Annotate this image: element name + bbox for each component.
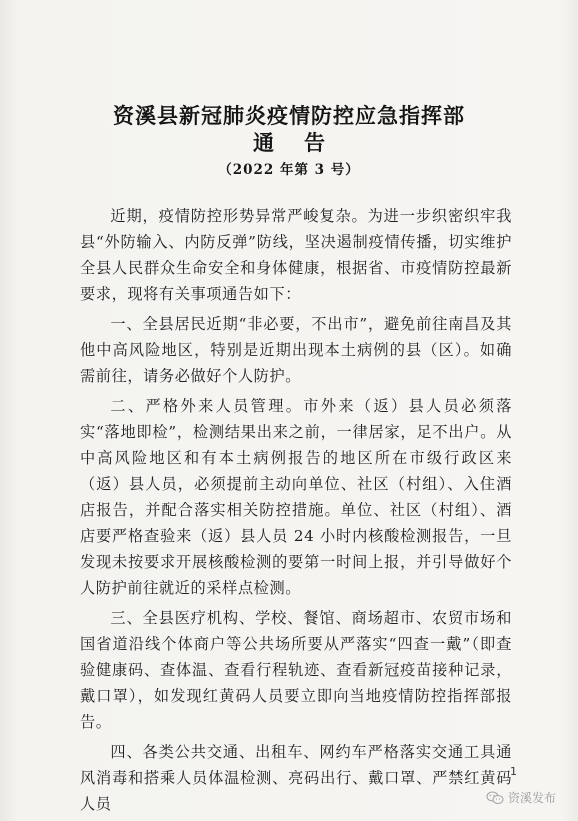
document-number: （2022 年第 3 号） xyxy=(218,162,360,178)
watermark-text: 资溪发布 xyxy=(508,791,557,805)
document-title: 资溪县新冠肺炎疫情防控应急指挥部 xyxy=(113,103,465,128)
paragraph-item-3: 三、全县医疗机构、学校、餐馆、商场超市、农贸市场和国省道沿线个体商户等公共场所要从严落实“四查一戴”（即查验健康码、查体温、查看行程轨迹、查看新冠疫苗接种记录，戴口罩），如发现红黄码人员要立即向当地疫情防控指挥部报告。 xyxy=(80,609,512,731)
wechat-icon xyxy=(486,791,504,805)
page-number: 1 xyxy=(510,765,517,778)
watermark xyxy=(486,789,556,806)
paragraph-item-2: 二、严格外来人员管理。市外来（返）县人员必须落实“落地即检”，检测结果出来之前，一律居家，足不出户。从中高风险地区和有本土病例报告的地区所在市级行政区来（返）县人员，必须提前主动向单位、社区（村组）、入住酒店报告，并配合落实相关防控措施。单位、社区（村组）、酒店要严格查验来（返）县人员 24 小时内核酸检测报告，一旦发现未按要求开展核酸检测的要第一时间上报，并引导做好个人防护前往就近的采样点检测。 xyxy=(80,397,512,597)
paragraph-intro: 近期，疫情防控形势异常严峻复杂。为进一步织密织牢我县“外防输入、内防反弹”防线，坚决遏制疫情传播，切实维护全县人民群众生命安全和身体健康，根据省、市疫情防控最新要求，现将有关事项通告如下： xyxy=(80,207,512,303)
document-body xyxy=(80,203,512,821)
document-subtitle: 通告 xyxy=(253,130,355,155)
paragraph-item-4: 四、各类公共交通、出租车、网约车严格落实交通工具通风消毒和搭乘人员体温检测、亮码出行、戴口罩、严禁红黄码人员 xyxy=(80,743,512,813)
paragraph-item-1: 一、全县居民近期“非必要，不出市”，避免前往南昌及其他中高风险地区，特别是近期出现本土病例的县（区）。如确需前往，请务必做好个人防护。 xyxy=(80,315,512,385)
